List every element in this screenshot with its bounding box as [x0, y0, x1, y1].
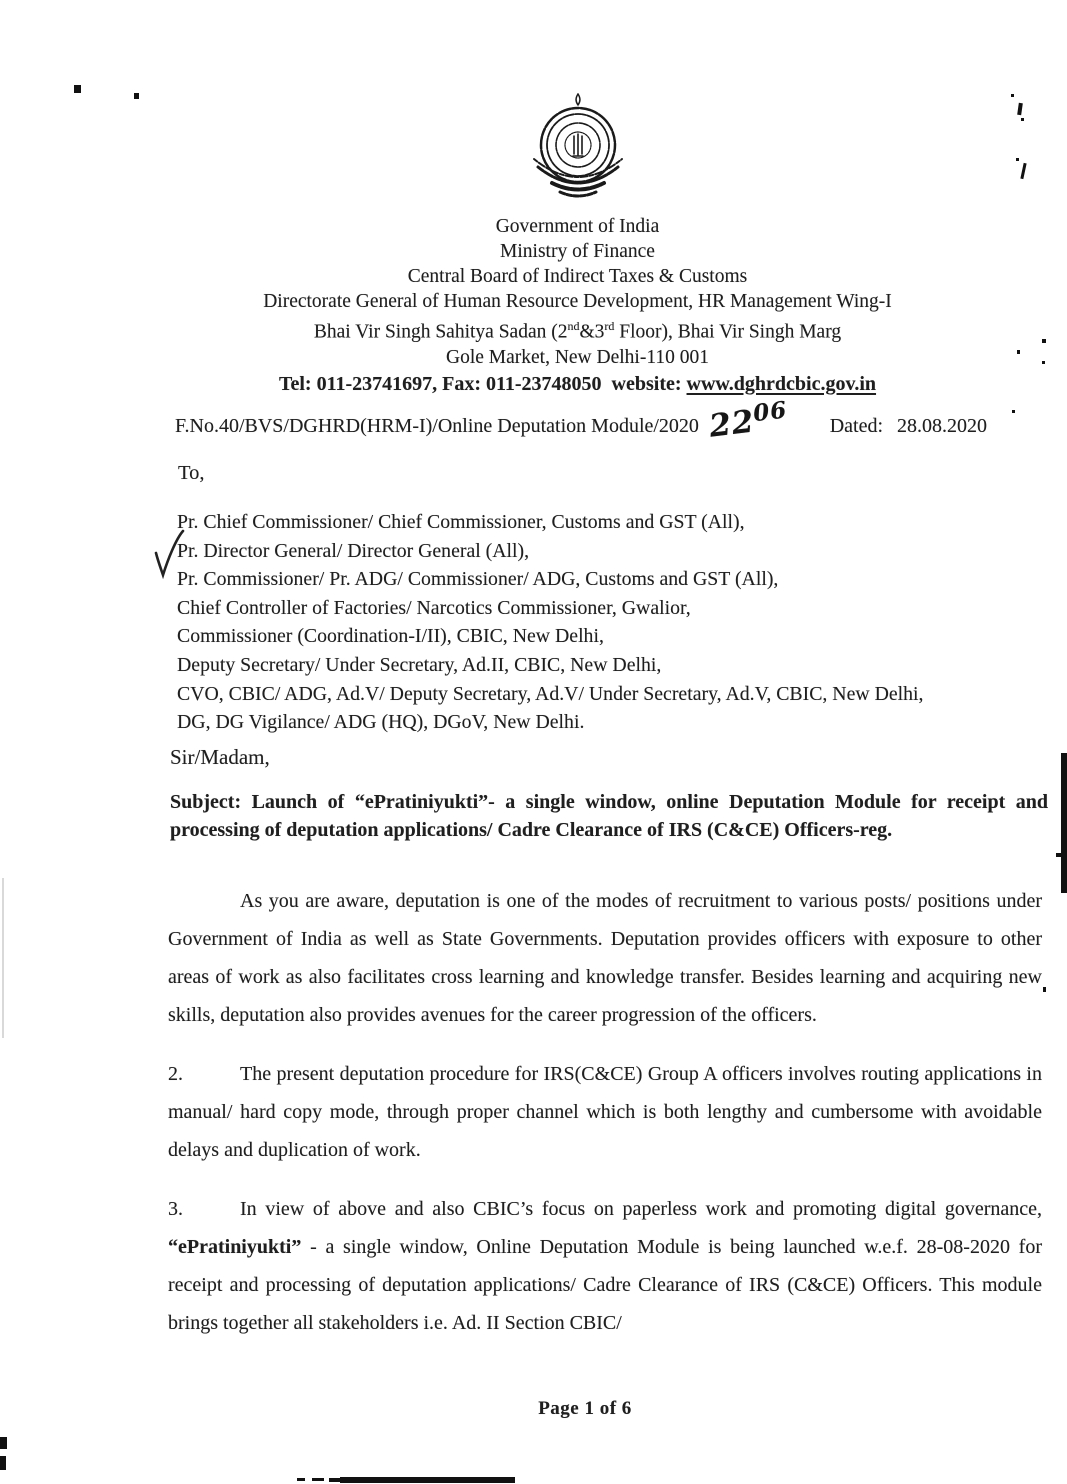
- scan-speck: [1042, 361, 1045, 364]
- org-line-ministry: Ministry of Finance: [500, 241, 655, 262]
- scan-speck: [1017, 350, 1020, 354]
- scan-speck: [1021, 118, 1024, 121]
- recipient-line: Pr. Director General/ Director General (All),: [177, 539, 530, 562]
- scan-bottom-bar-dash: [297, 1478, 305, 1481]
- date-label: Dated:: [829, 415, 883, 437]
- cbic-emblem-icon: [530, 93, 626, 212]
- scan-speck: [74, 85, 81, 93]
- tel-fax-text: Tel: 011-23741697, Fax: 011-23748050 website:: [278, 372, 687, 395]
- scan-bottom-bar: [340, 1477, 515, 1483]
- recipient-line: Pr. Chief Commissioner/ Chief Commissioner, Customs and GST (All),: [177, 511, 745, 533]
- file-number: F.No.40/BVS/DGHRD(HRM-I)/Online Deputation Module/2020: [175, 415, 699, 437]
- address-line-1: Bhai Vir Singh Sahitya Sadan (2nd&3rd Floor), Bhai Vir Singh Marg: [313, 319, 842, 343]
- scan-speck: [1056, 853, 1062, 857]
- letter-body: [168, 882, 1042, 1363]
- org-line-cbic: Central Board of Indirect Taxes & Customs: [407, 266, 748, 287]
- scan-edge-tick-left: [0, 1437, 7, 1449]
- to-label: To,: [178, 462, 205, 484]
- handwritten-checkmark: [150, 527, 190, 581]
- handwritten-dispatch-number: $22^{06}$: [707, 396, 789, 445]
- floor-superscript: nd: [567, 319, 580, 333]
- scan-speck: [1016, 158, 1019, 161]
- letterhead: [90, 93, 1065, 397]
- paragraph-1: As you are aware, deputation is one of the modes of recruitment to various posts/ positions under Government of India as well as State Governments. Deputation provides officers with exposure to other areas of work as also facilitates cross learning and knowledge transfer. Besides learning and acquiring new skills, deputation also provides avenues for the career progression of the officers.: [168, 890, 1042, 1026]
- website-link: www.dghrdcbic.gov.in: [686, 372, 877, 395]
- recipient-line: Commissioner (Coordination-I/II), CBIC, New Delhi,: [177, 625, 604, 648]
- paragraph-number: 2.: [168, 1063, 183, 1085]
- scan-edge-line-left: [2, 878, 4, 1038]
- recipient-line: DG, DG Vigilance/ ADG (HQ), DGoV, New Delhi.: [177, 711, 585, 734]
- reference-line: [175, 396, 987, 445]
- scan-speck: [1043, 987, 1046, 992]
- recipient-line: Chief Controller of Factories/ Narcotics Commissioner, Gwalior,: [177, 596, 691, 619]
- scan-speck: [1042, 339, 1046, 343]
- recipient-line: CVO, CBIC/ ADG, Ad.V/ Deputy Secretary, Ad.V/ Under Secretary, Ad.V, CBIC, New Delhi,: [177, 682, 924, 705]
- org-line-govt: Government of India: [495, 216, 660, 237]
- recipient-line: Deputy Secretary/ Under Secretary, Ad.II, CBIC, New Delhi,: [177, 653, 662, 676]
- org-line-dghrd: Directorate General of Human Resource Development, HR Management Wing-I: [263, 291, 892, 312]
- scan-bottom-bar-dash: [329, 1478, 340, 1482]
- module-name-bold: “ePratiniyukti”: [168, 1236, 302, 1258]
- contact-line: [90, 371, 1065, 397]
- salutation: Sir/Madam,: [170, 745, 270, 769]
- scan-speck: [134, 93, 139, 99]
- paragraph-3: 3. In view of above and also CBIC’s focus on paperless work and promoting digital governance, “ePratiniyukti” - a single window, Online Deputation Module is being launched w.e.f. 28-08-2020 for receipt and processing of deputation applications/ Cadre Clearance of IRS (C&CE) Officers. This module brings together all stakeholders i.e. Ad. II Section CBIC/: [168, 1190, 1042, 1342]
- subject-line: Subject: Launch of “ePratiniyukti”- a single window, online Deputation Module for receipt and processing of deputation applications/ Cadre Clearance of IRS (C&CE) Officers-reg.: [170, 791, 1048, 841]
- date-value: 28.08.2020: [897, 415, 987, 437]
- address-line-2: Gole Market, New Delhi-110 001: [445, 346, 709, 368]
- paragraph-2: 2. The present deputation procedure for IRS(C&CE) Group A officers involves routing applications in manual/ hard copy mode, through proper channel which is both lengthy and cumbersome with avoidable delays and duplication of work.: [168, 1055, 1042, 1169]
- paragraph-number: 3.: [168, 1198, 183, 1220]
- scan-speck: [1011, 94, 1014, 97]
- scan-edge-tick-left: [0, 1456, 6, 1470]
- recipient-list: [177, 508, 1062, 737]
- scan-bottom-bar-dash: [312, 1478, 324, 1481]
- scan-edge-bar-right: [1061, 753, 1067, 893]
- date-segment: [830, 415, 987, 438]
- page-number: Page 1 of 6: [538, 1398, 632, 1419]
- floor-superscript-2: rd: [604, 319, 615, 333]
- recipient-line: Pr. Commissioner/ Pr. ADG/ Commissioner/ ADG, Customs and GST (All),: [177, 568, 779, 591]
- scan-speck: [1012, 410, 1015, 413]
